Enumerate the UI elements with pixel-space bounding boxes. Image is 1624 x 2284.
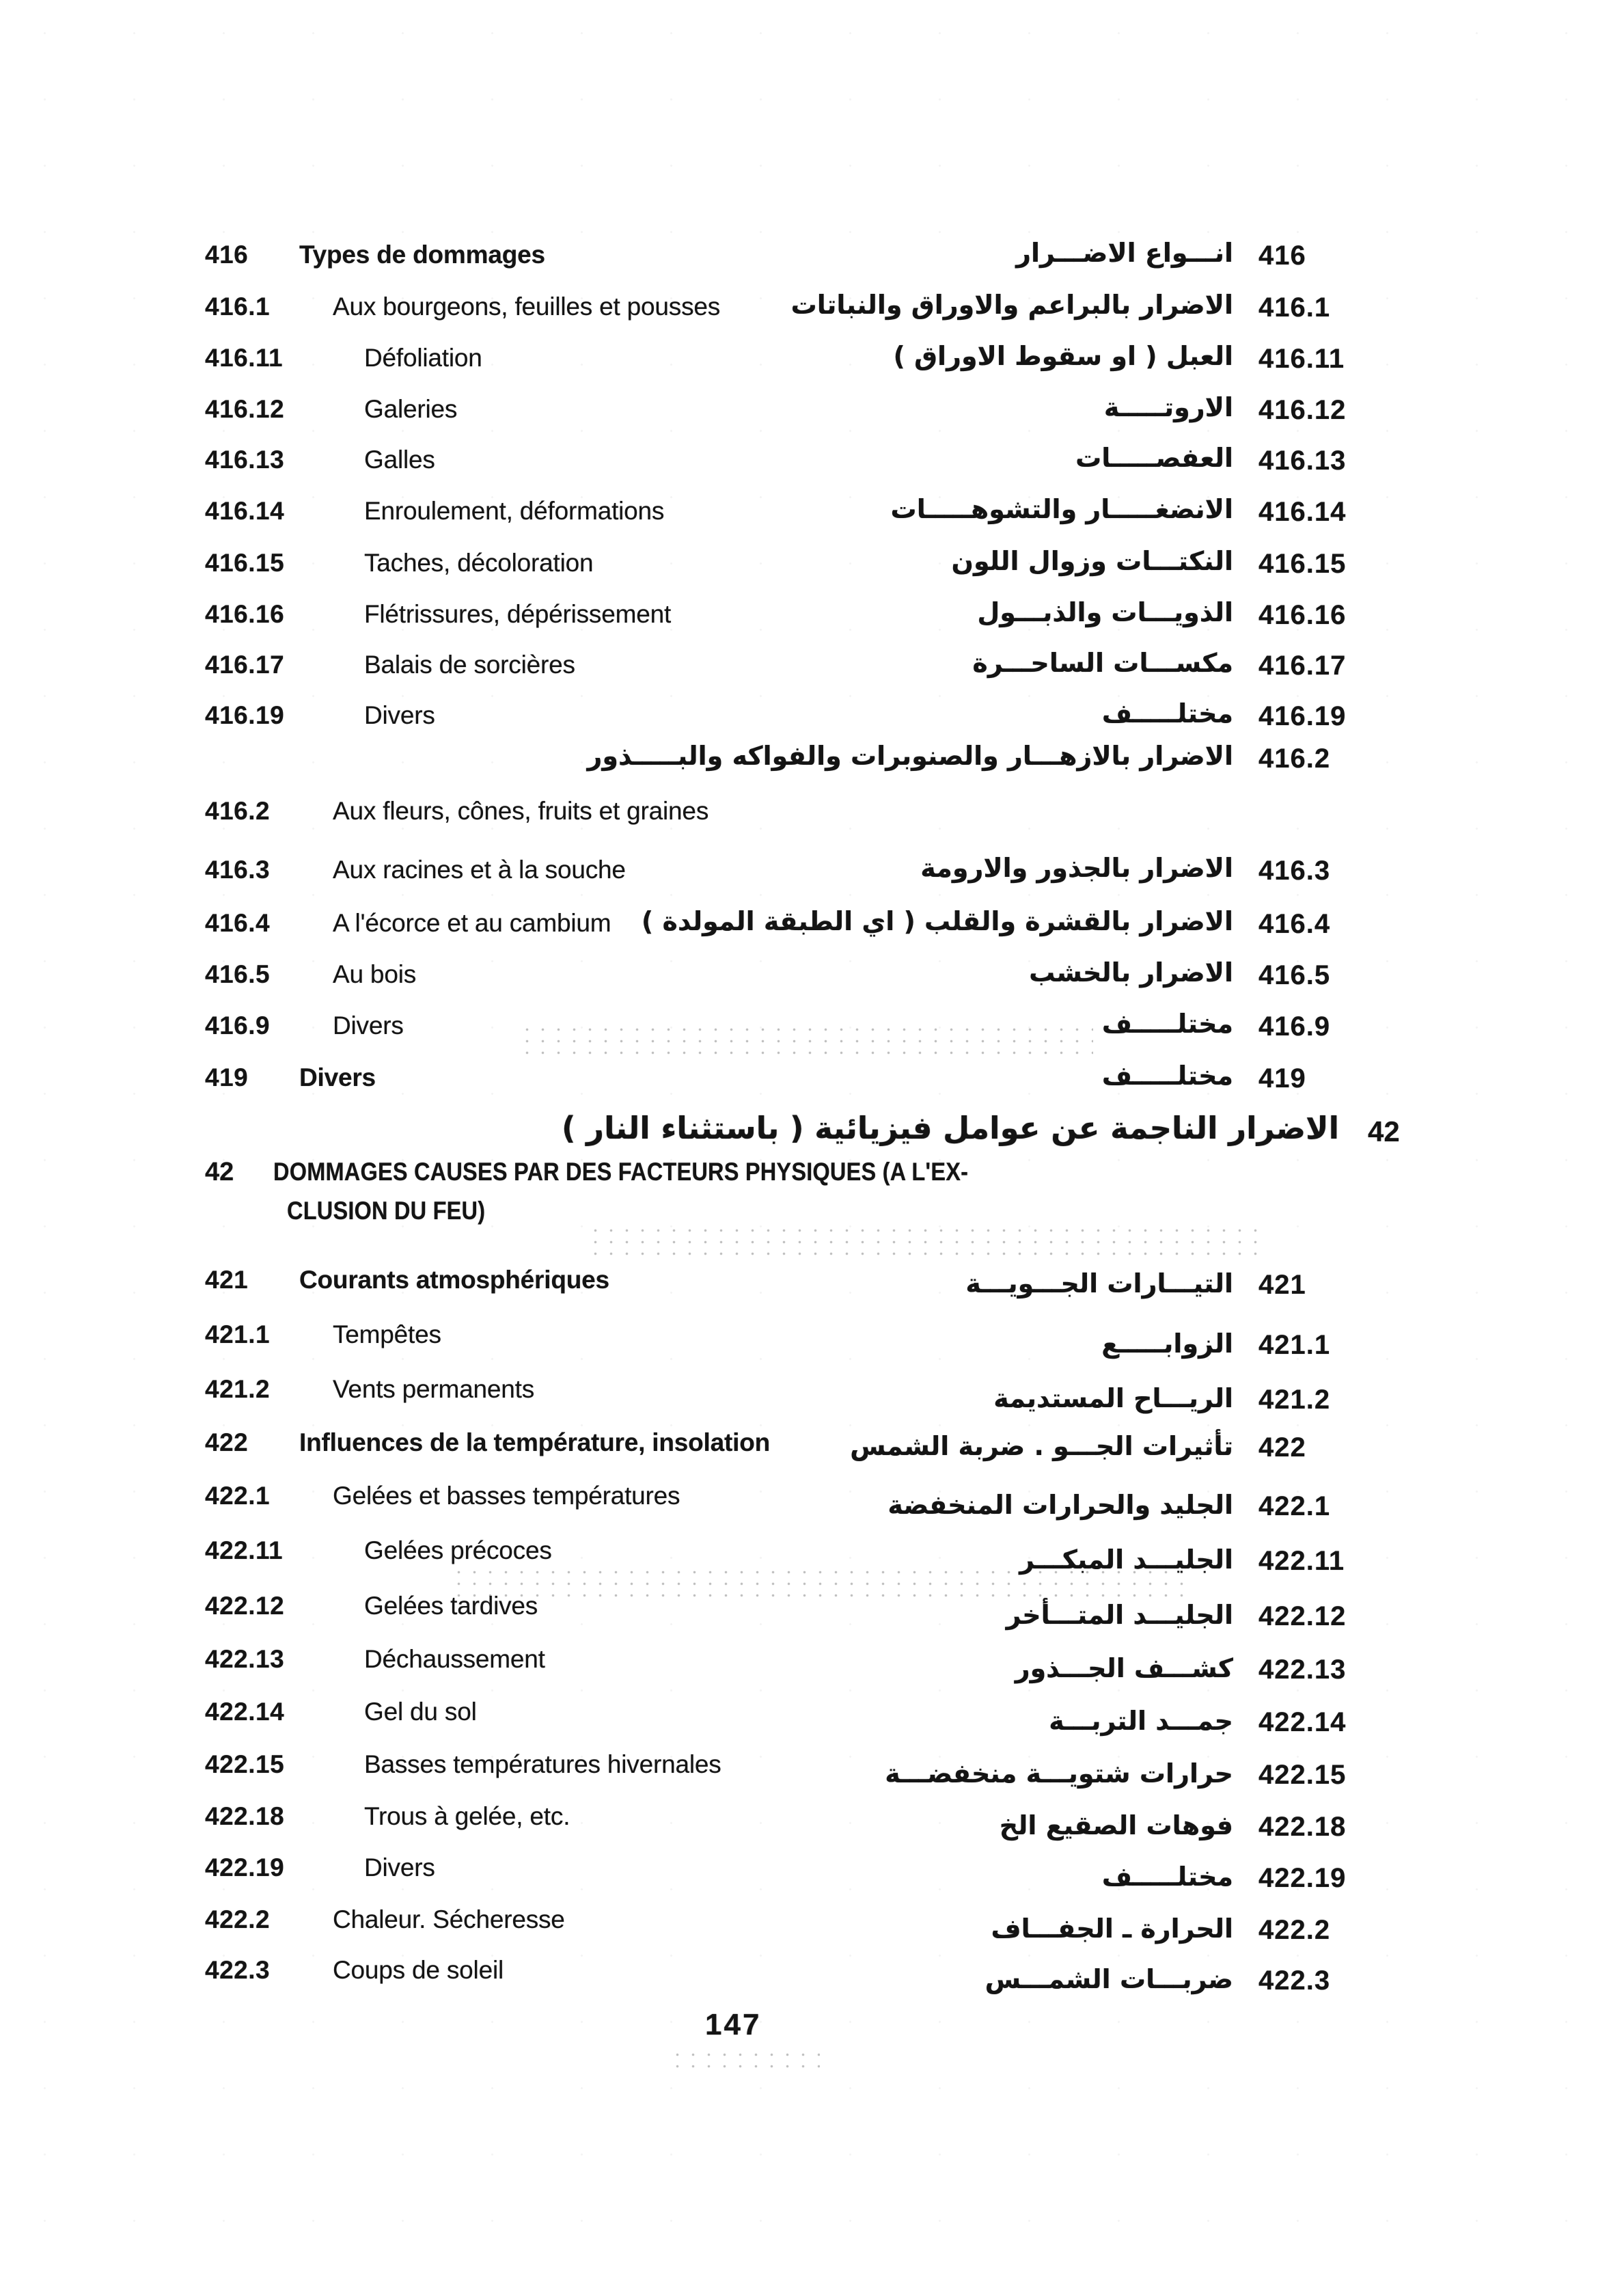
list-item: [0, 1750, 1624, 1791]
entry-label-ar: مختلـــــف: [1101, 1862, 1233, 1892]
entry-label-fr: Au bois: [333, 960, 417, 988]
entry-label-fr: Galles: [364, 446, 435, 474]
entry-label-ar: الاضرار بالجذور والارومة: [920, 853, 1233, 883]
entry-code: 416.17: [205, 651, 285, 679]
heading-line-1: DOMMAGES CAUSES PAR DES FACTEURS PHYSIQUES (A L'EX-: [273, 1158, 969, 1186]
entry-label-fr: Divers: [333, 1011, 404, 1039]
entry-label-fr: Gelées et basses températures: [333, 1482, 680, 1510]
entry-code-right: 416.4: [1258, 909, 1331, 939]
entry-code-right: 421: [1258, 1270, 1306, 1300]
list-item: [0, 1482, 1624, 1523]
entry-code: 416.11: [205, 344, 284, 372]
list-item: [0, 546, 1624, 590]
entry-code-right: 416.11: [1258, 344, 1345, 374]
entry-code-right: 416.17: [1258, 651, 1347, 681]
list-item: [0, 648, 1624, 692]
entry-label-fr: Galeries: [364, 395, 458, 423]
entry-label-fr: Taches, décoloration: [364, 549, 594, 577]
entry-code-right: 416.2: [1258, 744, 1331, 774]
entry-label-fr: Aux racines et à la souche: [333, 856, 626, 884]
entry-label-ar: مختلـــــف: [1101, 1009, 1233, 1039]
entry-code-right: 416: [1258, 241, 1306, 271]
entry-code: 422.18: [205, 1802, 285, 1830]
entry-code-right: 416.16: [1258, 600, 1347, 630]
entry-label-fr: Enroulement, déformations: [364, 497, 665, 525]
entry-label-fr: Tempêtes: [333, 1320, 441, 1348]
entry-label-ar: الاضرار بالبراعم والاوراق والنباتات: [790, 290, 1233, 320]
entry-label-ar: الانضغـــــار والتشوهـــــات: [890, 494, 1233, 524]
list-item: [0, 1375, 1624, 1416]
entry-label-ar: الريـــاح المستديمة: [993, 1383, 1233, 1413]
entry-code: 422.14: [205, 1698, 285, 1726]
list-item: [0, 853, 1624, 897]
entry-label-ar: العفصـــــات: [1075, 443, 1233, 473]
entry-code: 416.19: [205, 701, 285, 729]
entry-label-ar: الاضرار الناجمة عن عوامل فيزيائية ( باستثناء النار ): [561, 1110, 1339, 1146]
entry-code-right: 422.2: [1258, 1915, 1331, 1945]
entry-code-right: 421.2: [1258, 1385, 1331, 1415]
entry-label-fr: Vents permanents: [333, 1375, 535, 1403]
page-number: 147: [705, 2008, 762, 2041]
entry-label-fr: Divers: [364, 701, 435, 729]
list-item: [0, 1645, 1624, 1686]
entry-label-fr: Influences de la température, insolation: [299, 1428, 771, 1456]
entry-code-right: 422.19: [1258, 1863, 1347, 1893]
entry-label-ar: الجليـــد المبكـــر: [1019, 1545, 1233, 1575]
entry-label-ar: الاضرار بالقشرة والقلب ( اي الطبقة المولدة ): [641, 906, 1233, 936]
entry-label-ar: جمـــد التربـــة: [1049, 1706, 1233, 1736]
list-item: [0, 597, 1624, 641]
entry-code-right: 416.15: [1258, 549, 1347, 579]
list-item: [0, 698, 1624, 742]
list-item: [0, 1320, 1624, 1361]
entry-label-fr: A l'écorce et au cambium: [333, 909, 611, 937]
entry-label-fr: Aux fleurs, cônes, fruits et graines: [333, 797, 709, 825]
entry-label-ar: الاضرار بالازهـــار والصنوبرات والفواكه والبـــــذور: [587, 741, 1233, 771]
list-item: [0, 290, 1624, 334]
list-item: [0, 797, 1624, 838]
list-item: [0, 392, 1624, 436]
entry-label-fr: Chaleur. Sécheresse: [333, 1905, 565, 1933]
entry-code-right: 42: [1368, 1115, 1400, 1147]
entry-label-fr: Types de dommages: [299, 241, 545, 269]
entry-label-ar: النكتـــات وزوال اللون: [951, 546, 1233, 576]
entry-code: 416.5: [205, 960, 271, 988]
list-item: [0, 1266, 1624, 1307]
entry-code: 416.4: [205, 909, 271, 937]
list-item: [0, 1956, 1624, 1997]
list-item: [0, 1905, 1624, 1946]
entry-code: 421: [205, 1266, 249, 1294]
heading-line-2: CLUSION DU FEU): [287, 1197, 486, 1225]
entry-code: 416.15: [205, 549, 285, 577]
list-item: [0, 1698, 1624, 1739]
entry-code: 416.1: [205, 293, 271, 321]
entry-code: 421.2: [205, 1375, 271, 1403]
entry-code: 422.1: [205, 1482, 271, 1510]
list-item: [0, 494, 1624, 538]
entry-code-right: 422: [1258, 1432, 1306, 1463]
entry-label-ar: الاضرار بالخشب: [1029, 957, 1233, 988]
entry-code-right: 422.12: [1258, 1601, 1347, 1631]
list-item: [0, 1428, 1624, 1469]
entry-code: 422.12: [205, 1592, 285, 1620]
entry-label-ar: الحرارة ـ الجفـــاف: [991, 1914, 1233, 1944]
entry-code: 422.13: [205, 1645, 285, 1673]
entry-code: 416.16: [205, 600, 285, 628]
entry-code: 422.3: [205, 1956, 271, 1984]
list-item: [0, 238, 1624, 282]
list-item: [0, 1011, 1624, 1052]
entry-label-ar: انـــواع الاضـــرار: [1016, 238, 1233, 268]
entry-code: 422.19: [205, 1853, 285, 1881]
entry-code-right: 422.13: [1258, 1655, 1347, 1685]
entry-code-right: 416.14: [1258, 497, 1347, 527]
entry-label-fr: Gelées précoces: [364, 1536, 552, 1564]
entry-label-fr: Divers: [299, 1063, 376, 1091]
entry-label-ar: التيـــارات الجـــويـــة: [965, 1268, 1233, 1299]
entry-label-fr: Déchaussement: [364, 1645, 545, 1673]
entry-code: 421.1: [205, 1320, 271, 1348]
entry-code-right: 416.19: [1258, 701, 1347, 731]
entry-code-right: 421.1: [1258, 1330, 1331, 1360]
entry-label-ar: تأثيرات الجـــو . ضربة الشمس: [850, 1431, 1233, 1461]
entry-code: 416.14: [205, 497, 285, 525]
entry-code-right: 416.3: [1258, 856, 1331, 886]
entry-code: 419: [205, 1063, 249, 1091]
entry-code: 422: [205, 1428, 249, 1456]
entry-label-fr: Gelées tardives: [364, 1592, 538, 1620]
entry-label-fr: Aux bourgeons, feuilles et pousses: [333, 293, 721, 321]
entry-label-ar: مختلـــــف: [1101, 698, 1233, 729]
entry-label-ar: حرارات شتويـــة منخفضـــة: [885, 1758, 1233, 1789]
entry-code-right: 422.1: [1258, 1491, 1331, 1521]
entry-label-ar: ضربـــات الشمـــس: [985, 1964, 1233, 1994]
entry-label-fr: Flétrissures, dépérissement: [364, 600, 672, 628]
entry-label-ar: مكســـات الساحـــرة: [972, 648, 1233, 678]
entry-code: 416.9: [205, 1011, 271, 1039]
entry-code: 416.12: [205, 395, 285, 423]
entry-label-ar: فوهات الصقيع الخ: [999, 1810, 1233, 1840]
entry-label-fr: Gel du sol: [364, 1698, 477, 1726]
entry-label-fr: Coups de soleil: [333, 1956, 504, 1984]
entry-code-right: 419: [1258, 1063, 1306, 1093]
entry-code: 416.13: [205, 446, 285, 474]
entry-label-fr: Divers: [364, 1853, 435, 1881]
list-item: [0, 443, 1624, 487]
entry-code: 416.2: [205, 797, 271, 825]
entry-label-fr: Balais de sorcières: [364, 651, 575, 679]
entry-label-fr: Courants atmosphériques: [299, 1266, 609, 1294]
list-item: [0, 1536, 1624, 1577]
entry-label-ar: الذويـــات والذبـــول: [977, 597, 1233, 627]
list-item: [0, 957, 1624, 1001]
entry-label-ar: الجليـــد المتـــأخر: [1006, 1600, 1233, 1630]
entry-label-ar: كشـــف الجـــذور: [1015, 1653, 1233, 1683]
entry-code-right: 422.14: [1258, 1707, 1347, 1737]
entry-label-fr: Trous à gelée, etc.: [364, 1802, 570, 1830]
list-item: [0, 341, 1624, 385]
entry-code: 416: [205, 241, 249, 269]
entry-code-right: 422.18: [1258, 1812, 1347, 1842]
entry-code-right: 416.13: [1258, 446, 1347, 476]
entry-label-ar: العبل ( او سقوط الاوراق ): [893, 341, 1233, 371]
entry-code: 42: [205, 1158, 234, 1186]
entry-code-right: 422.3: [1258, 1966, 1331, 1996]
section-heading-row: [0, 1110, 1624, 1225]
entry-label-ar: الزوابـــــع: [1101, 1329, 1233, 1359]
entry-code-right: 416.9: [1258, 1011, 1331, 1042]
entry-code-right: 416.5: [1258, 960, 1331, 990]
list-item: [0, 1853, 1624, 1894]
entry-label-ar: مختلـــــف: [1101, 1061, 1233, 1091]
entry-code: 416.3: [205, 856, 271, 884]
entry-code: 422.11: [205, 1536, 284, 1564]
scan-noise-band: [670, 2049, 820, 2072]
list-item: [0, 741, 1624, 785]
entry-code-right: 422.11: [1258, 1546, 1345, 1576]
entry-label-ar: الجليد والحرارات المنخفضة: [887, 1490, 1233, 1520]
entry-label-fr: Défoliation: [364, 344, 482, 372]
entry-code: 422.2: [205, 1905, 271, 1933]
entry-label-ar: الاروتـــــة: [1103, 392, 1233, 422]
entry-label-fr: Basses températures hivernales: [364, 1750, 721, 1778]
list-item: [0, 1592, 1624, 1633]
list-item: [0, 906, 1624, 950]
entry-code-right: 422.15: [1258, 1760, 1347, 1790]
list-item: [0, 1063, 1624, 1104]
entry-code: 422.15: [205, 1750, 285, 1778]
entry-code-right: 416.1: [1258, 293, 1331, 323]
entry-code-right: 416.12: [1258, 395, 1347, 425]
scan-noise-band: [588, 1225, 1257, 1257]
list-item: [0, 1802, 1624, 1843]
